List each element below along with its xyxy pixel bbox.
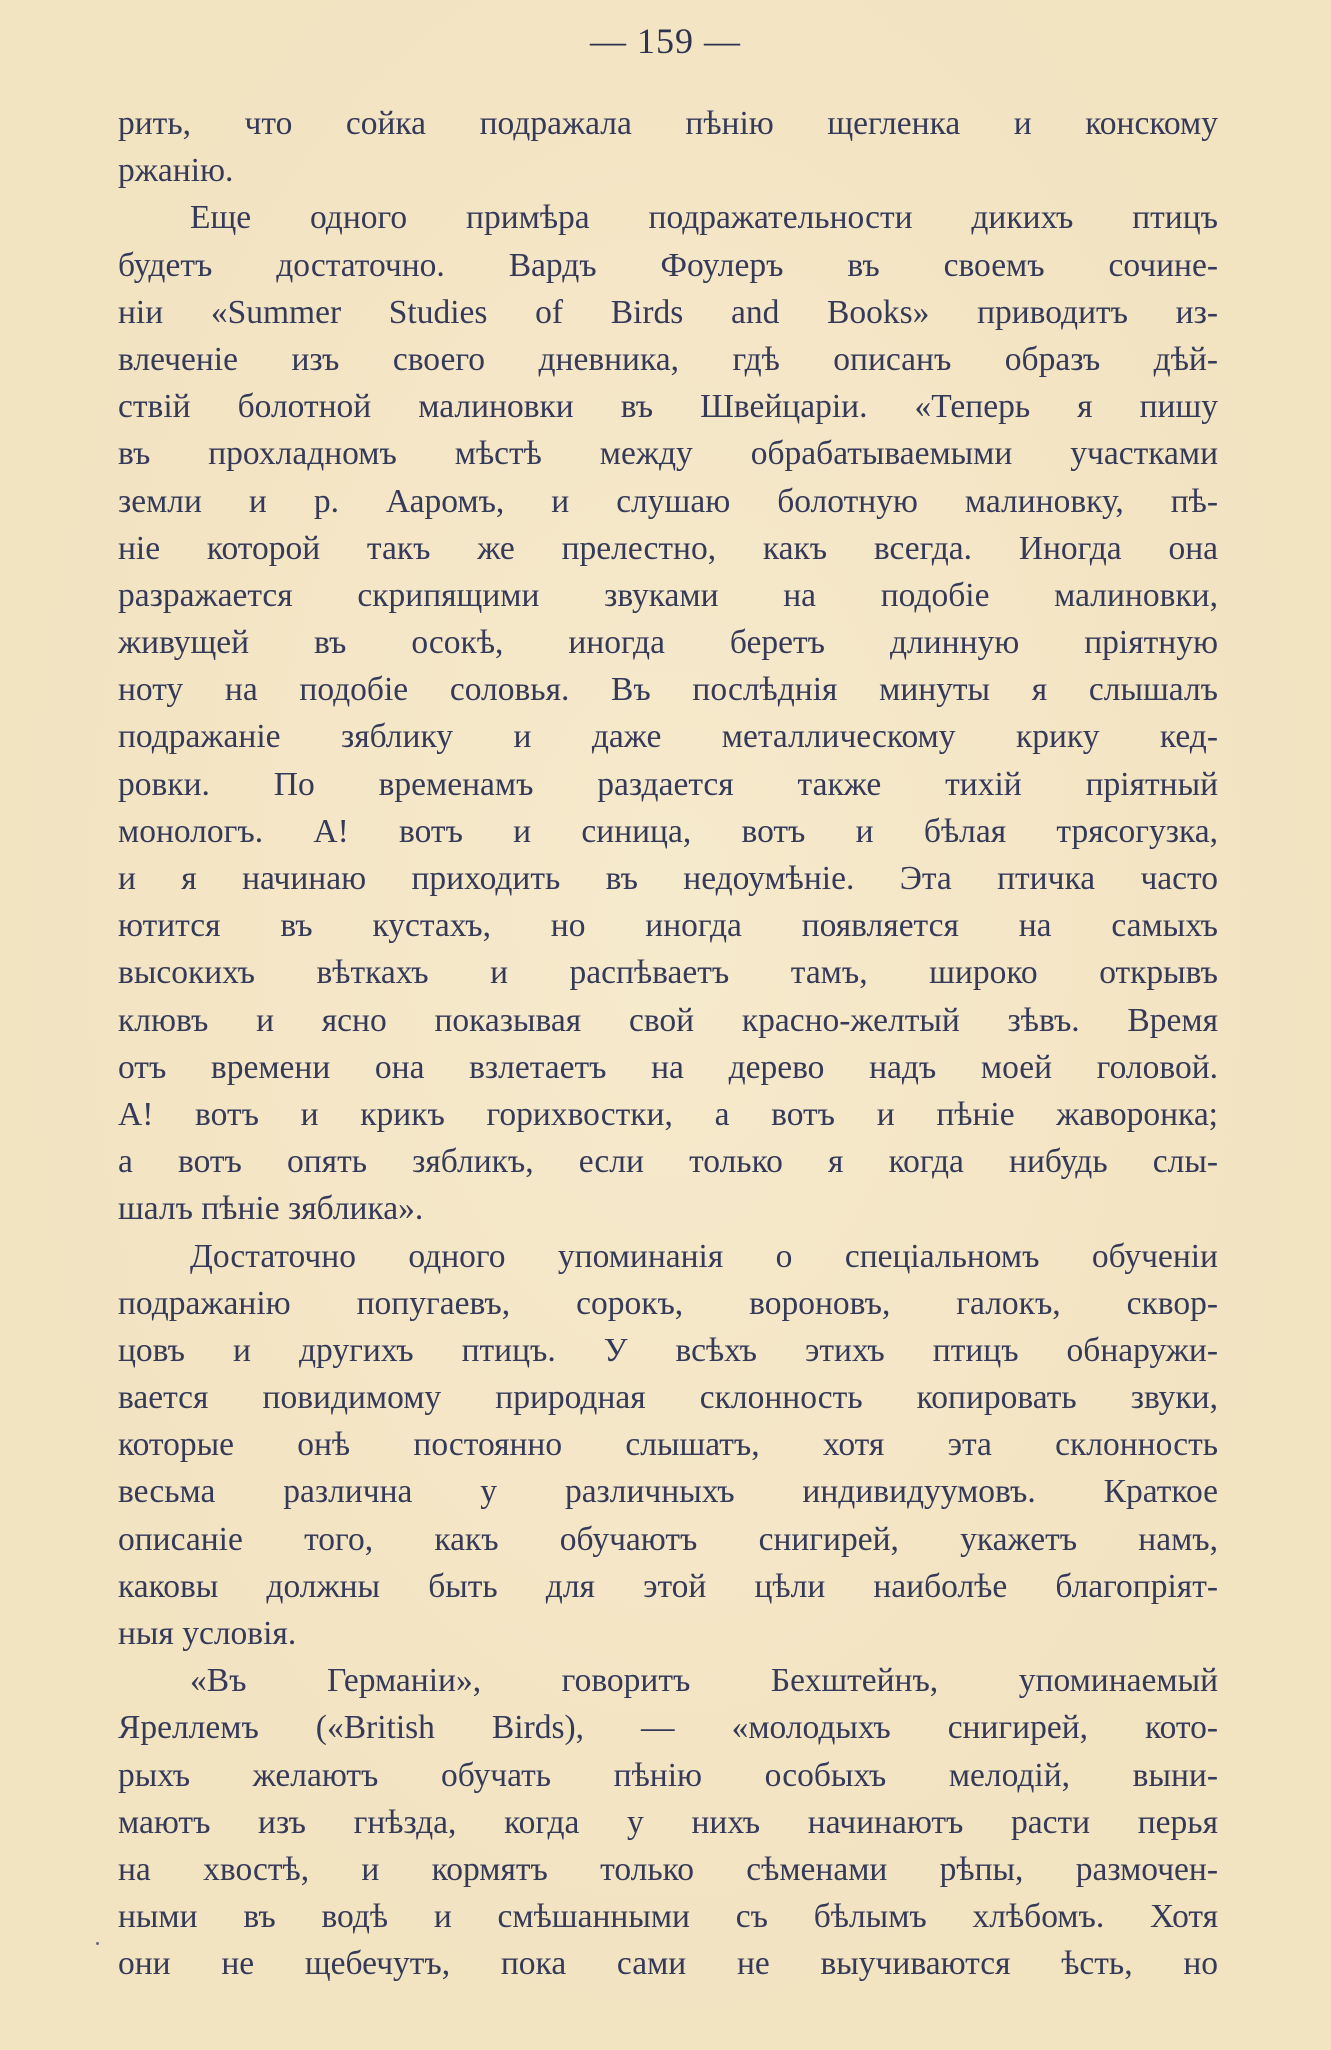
text-line: ніе которой такъ же прелестно, какъ всегда. Иногда она [118,529,1218,567]
text-line: Яреллемъ («British Birds), — «молодыхъ снигирей, кото- [118,1709,1218,1747]
text-line: каковы должны быть для этой цѣли наиболѣе благопріят- [118,1567,1218,1605]
text-line: ными въ водѣ и смѣшанными съ бѣлымъ хлѣбомъ. Хотя [118,1898,1218,1936]
paper-speck [96,1942,99,1945]
text-line: и я начинаю приходить въ недоумѣніе. Эта птичка часто [118,860,1218,897]
text-line: цовъ и другихъ птицъ. У всѣхъ этихъ птицъ обнаружи- [118,1331,1218,1369]
text-line: ніи «Summer Studies of Birds and Books» приводитъ из- [118,293,1218,331]
text-line: земли и р. Ааромъ, и слушаю болотную малиновку, пѣ- [118,482,1218,520]
text-line: Еще одного примѣра подражательности дикихъ птицъ [190,199,1218,237]
text-line: рить, что сойка подражала пѣнію щегленка и конскому [118,105,1218,142]
text-line: «Въ Германіи», говоритъ Бехштейнъ, упоминаемый [190,1662,1218,1700]
text-line: вается повидимому природная склонность копировать звуки, [118,1379,1218,1417]
text-line: ржанію. [118,152,234,190]
text-line: подражаніе зяблику и даже металлическому крику кед- [118,718,1218,756]
text-line: ствій болотной малиновки въ Швейцаріи. «Теперь я пишу [118,388,1218,426]
text-line: Достаточно одного упоминанія о спеціальномъ обученіи [190,1237,1218,1275]
text-line: рыхъ желаютъ обучать пѣнію особыхъ мелодій, выни- [118,1756,1218,1794]
text-line: на хвостѣ, и кормятъ только сѣменами рѣпы, размочен- [118,1850,1218,1888]
text-line: ныя условія. [118,1615,297,1652]
text-line: отъ времени она взлетаетъ на дерево надъ моей головой. [118,1048,1218,1086]
text-line: въ прохладномъ мѣстѣ между обрабатываемыми участками [118,435,1218,473]
text-line: клювъ и ясно показывая свой красно-желтый зѣвъ. Время [118,1001,1218,1039]
text-line: весьма различна у различныхъ индивидуумовъ. Краткое [118,1473,1218,1511]
text-line: маютъ изъ гнѣзда, когда у нихъ начинаютъ расти перья [118,1803,1218,1841]
text-line: описаніе того, какъ обучаютъ снигирей, укажетъ намъ, [118,1520,1218,1558]
text-line: шалъ пѣніе зяблика». [118,1190,424,1228]
text-line: ноту на подобіе соловья. Въ послѣднія минуты я слышалъ [118,671,1218,709]
text-line: разражается скрипящими звуками на подобіе малиновки, [118,576,1218,614]
text-line: будетъ достаточно. Вардъ Фоулеръ въ своемъ сочине- [118,246,1218,284]
text-line: ютится въ кустахъ, но иногда появляется на самыхъ [118,907,1218,945]
text-line: высокихъ вѣткахъ и распѣваетъ тамъ, широко открывъ [118,954,1218,992]
text-line: влеченіе изъ своего дневника, гдѣ описанъ образъ дѣй- [118,340,1218,378]
text-line: а вотъ опять зябликъ, если только я когда нибудь слы- [118,1143,1218,1181]
text-line: живущей въ осокѣ, иногда беретъ длинную пріятную [118,624,1218,662]
text-line: монологъ. А! вотъ и синица, вотъ и бѣлая трясогузка, [118,812,1218,850]
text-line: подражанію попугаевъ, сорокъ, вороновъ, галокъ, сквор- [118,1284,1218,1322]
page-number: — 159 — [590,21,741,61]
text-line: А! вотъ и крикъ горихвостки, а вотъ и пѣніе жаворонка; [118,1095,1218,1133]
text-line: которые онѣ постоянно слышатъ, хотя эта склонность [118,1426,1218,1464]
text-line: они не щебечутъ, пока сами не выучиваются ѣсть, но [118,1945,1218,1983]
text-line: ровки. По временамъ раздается также тихій пріятный [118,765,1218,803]
body-text [118,100,1218,1988]
